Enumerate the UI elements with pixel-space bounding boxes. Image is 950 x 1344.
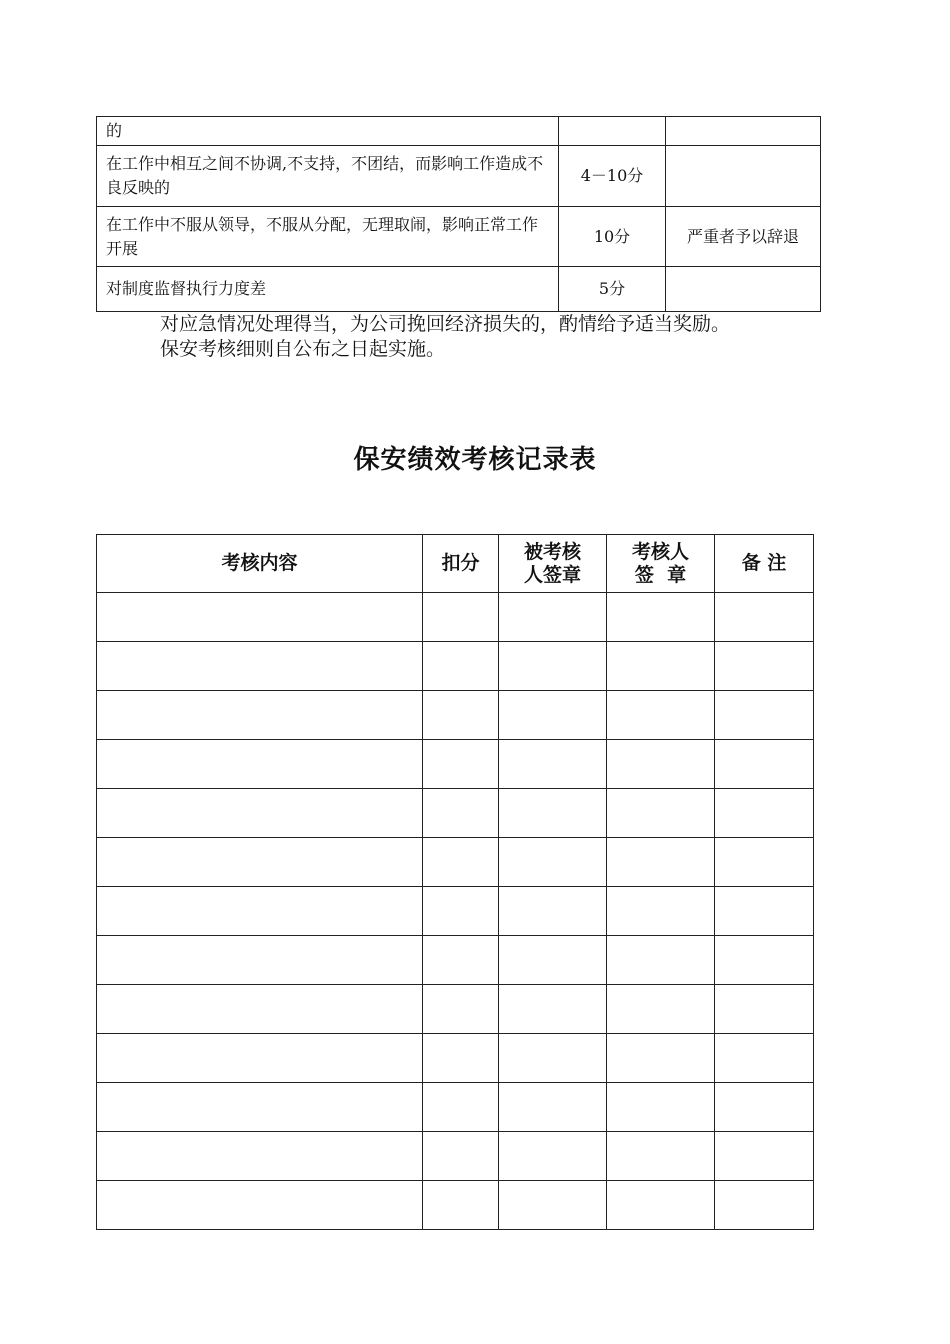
cell-content [97,985,423,1034]
rule-points: 10分 [559,207,666,267]
header-assessor-line2: 签 章 [634,563,687,586]
cell-remarks [715,593,814,642]
table-row [97,117,821,146]
cell-content [97,1083,423,1132]
cell-remarks [715,936,814,985]
table-row [97,887,814,936]
cell-assessee-signature [499,1132,607,1181]
table-row [97,267,821,312]
cell-deduction [423,936,499,985]
header-remarks: 备 注 [715,535,814,593]
rule-note [666,267,821,312]
rules-table [96,116,821,312]
cell-deduction [423,691,499,740]
cell-content [97,691,423,740]
header-assessee-line1: 被考核 [523,540,581,563]
rule-description: 对制度监督执行力度差 [97,267,559,312]
cell-content [97,887,423,936]
cell-deduction [423,838,499,887]
cell-content [97,740,423,789]
header-assessee-line2: 人签章 [523,563,581,586]
cell-deduction [423,642,499,691]
cell-content [97,642,423,691]
rule-points: 5分 [559,267,666,312]
cell-remarks [715,1083,814,1132]
rule-description: 在工作中不服从领导，不服从分配，无理取闹，影响正常工作开展 [97,207,559,267]
cell-assessee-signature [499,789,607,838]
cell-remarks [715,740,814,789]
table-row [97,936,814,985]
header-content: 考核内容 [97,535,423,593]
cell-assessor-signature [607,1083,715,1132]
cell-content [97,789,423,838]
cell-remarks [715,1132,814,1181]
table-row [97,207,821,267]
table-row [97,740,814,789]
cell-assessee-signature [499,838,607,887]
cell-assessor-signature [607,887,715,936]
cell-assessor-signature [607,642,715,691]
cell-remarks [715,1181,814,1230]
cell-assessor-signature [607,838,715,887]
table-row [97,838,814,887]
cell-deduction [423,593,499,642]
rule-description: 在工作中相互之间不协调,不支持，不团结，而影响工作造成不良反映的 [97,146,559,207]
cell-remarks [715,1034,814,1083]
cell-assessee-signature [499,1034,607,1083]
header-assessor-line1: 考核人 [631,540,689,563]
header-row [97,535,814,593]
cell-deduction [423,985,499,1034]
cell-deduction [423,887,499,936]
cell-assessor-signature [607,740,715,789]
table-row [97,691,814,740]
cell-assessee-signature [499,642,607,691]
cell-content [97,1034,423,1083]
cell-assessor-signature [607,789,715,838]
cell-assessor-signature [607,593,715,642]
table-row [97,1083,814,1132]
rule-points: 4－10分 [559,146,666,207]
rule-note: 严重者予以辞退 [666,207,821,267]
cell-content [97,936,423,985]
cell-assessor-signature [607,691,715,740]
record-body [97,593,814,1230]
cell-content [97,1181,423,1230]
rule-note [666,146,821,207]
cell-content [97,1132,423,1181]
record-form-title: 保安绩效考核记录表 [353,445,597,475]
rule-points [559,117,666,146]
rule-description: 的 [97,117,559,146]
record-table [96,534,814,1230]
cell-deduction [423,1132,499,1181]
cell-assessee-signature [499,1181,607,1230]
cell-content [97,593,423,642]
table-row [97,593,814,642]
table-row [97,642,814,691]
cell-content [97,838,423,887]
cell-remarks [715,691,814,740]
cell-assessor-signature [607,936,715,985]
cell-remarks [715,838,814,887]
rule-note [666,117,821,146]
cell-assessee-signature [499,740,607,789]
cell-remarks [715,985,814,1034]
cell-deduction [423,789,499,838]
table-row [97,146,821,207]
cell-deduction [423,1034,499,1083]
cell-assessee-signature [499,691,607,740]
cell-deduction [423,1083,499,1132]
cell-assessee-signature [499,593,607,642]
header-deduction: 扣分 [423,535,499,593]
cell-assessee-signature [499,887,607,936]
cell-deduction [423,1181,499,1230]
table-row [97,1034,814,1083]
cell-deduction [423,740,499,789]
cell-remarks [715,887,814,936]
reward-paragraph: 对应急情况处理得当，为公司挽回经济损失的，酌情给予适当奖励。 [160,313,731,335]
cell-remarks [715,642,814,691]
cell-assessor-signature [607,1181,715,1230]
table-row [97,789,814,838]
cell-assessor-signature [607,985,715,1034]
header-assessee-signature [499,535,607,593]
cell-assessee-signature [499,1083,607,1132]
header-assessor-signature [607,535,715,593]
table-row [97,985,814,1034]
cell-assessee-signature [499,936,607,985]
cell-remarks [715,789,814,838]
table-row [97,1132,814,1181]
effective-date-paragraph: 保安考核细则自公布之日起实施。 [160,338,446,360]
cell-assessee-signature [499,985,607,1034]
cell-assessor-signature [607,1034,715,1083]
table-row [97,1181,814,1230]
cell-assessor-signature [607,1132,715,1181]
